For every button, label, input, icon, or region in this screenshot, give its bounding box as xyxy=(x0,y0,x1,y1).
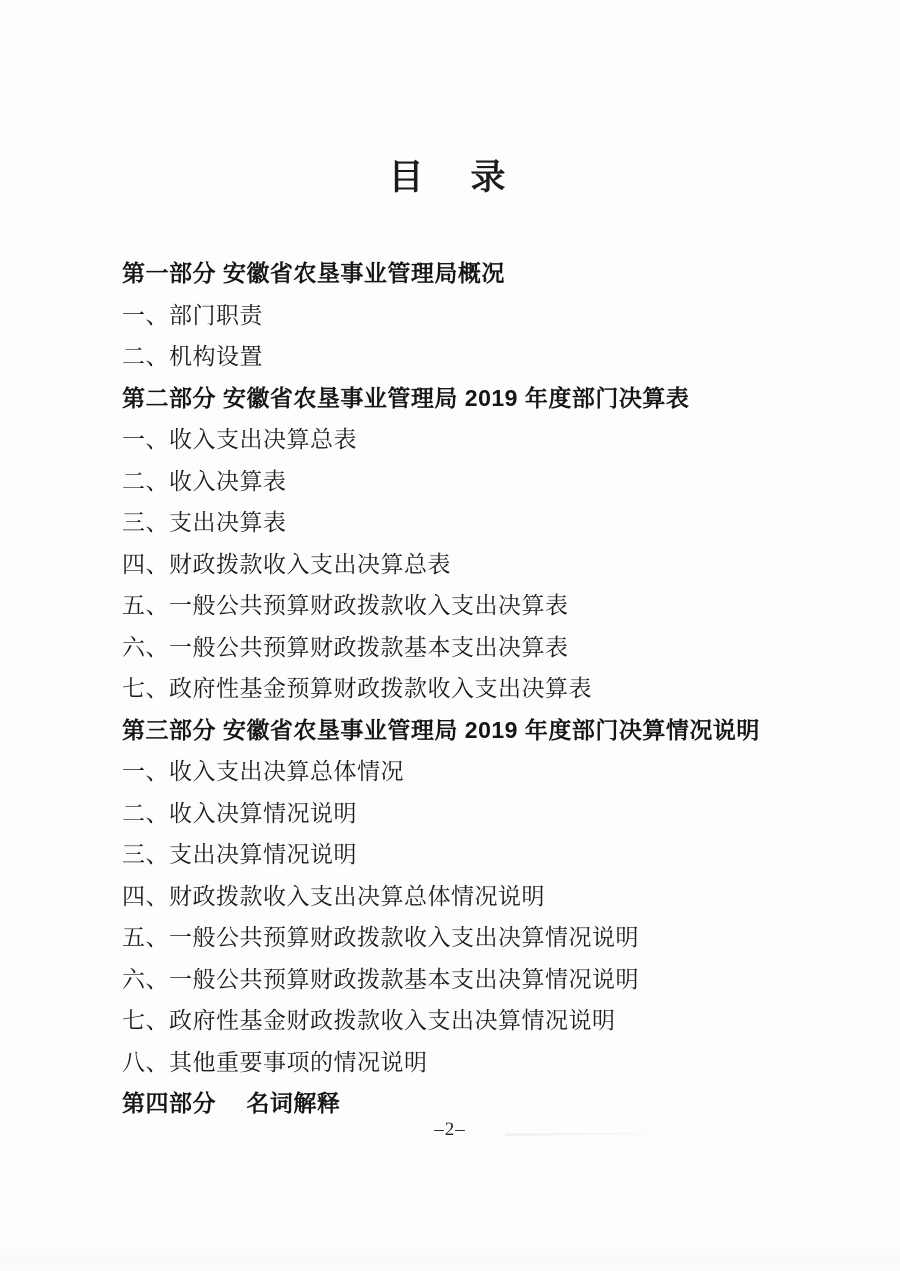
toc-part-3-heading: 第三部分 安徽省农垦事业管理局 2019 年度部门决算情况说明 xyxy=(122,716,760,743)
page-number: –2– xyxy=(434,1119,466,1140)
page-title: 目 录 xyxy=(388,158,512,197)
toc-item-3-2: 二、收入决算情况说明 xyxy=(122,800,357,826)
toc-item-1-2: 二、机构设置 xyxy=(122,344,263,369)
toc-part-2-heading: 第二部分 安徽省农垦事业管理局 2019 年度部门决算表 xyxy=(122,384,690,411)
toc-item-2-2: 二、收入决算表 xyxy=(122,468,287,494)
toc-item-1-1: 一、部门职责 xyxy=(122,302,263,328)
toc-item-2-1: 一、收入支出决算总表 xyxy=(122,427,357,452)
scan-artifact-smudge xyxy=(0,1244,900,1271)
toc-item-2-5: 五、一般公共预算财政拨款收入支出决算表 xyxy=(122,593,569,618)
toc-item-2-6: 六、一般公共预算财政拨款基本支出决算表 xyxy=(122,634,569,660)
toc-item-3-7: 七、政府性基金财政拨款收入支出决算情况说明 xyxy=(122,1008,616,1033)
toc-part-4-heading: 第四部分 名词解释 xyxy=(122,1090,341,1116)
toc-item-3-4: 四、财政拨款收入支出决算总体情况说明 xyxy=(122,883,545,909)
toc-item-2-7: 七、政府性基金预算财政拨款收入支出决算表 xyxy=(122,676,592,701)
toc-item-3-8: 八、其他重要事项的情况说明 xyxy=(122,1049,428,1075)
toc-item-2-3: 三、支出决算表 xyxy=(122,510,287,535)
toc-item-3-1: 一、收入支出决算总体情况 xyxy=(122,759,404,784)
toc-item-2-4: 四、财政拨款收入支出决算总表 xyxy=(122,551,451,577)
table-of-contents xyxy=(122,253,840,1125)
toc-part-1-heading: 第一部分 安徽省农垦事业管理局概况 xyxy=(122,260,505,286)
toc-item-3-6: 六、一般公共预算财政拨款基本支出决算情况说明 xyxy=(122,966,639,992)
toc-item-3-3: 三、支出决算情况说明 xyxy=(122,842,357,867)
toc-item-3-5: 五、一般公共预算财政拨款收入支出决算情况说明 xyxy=(122,925,639,950)
